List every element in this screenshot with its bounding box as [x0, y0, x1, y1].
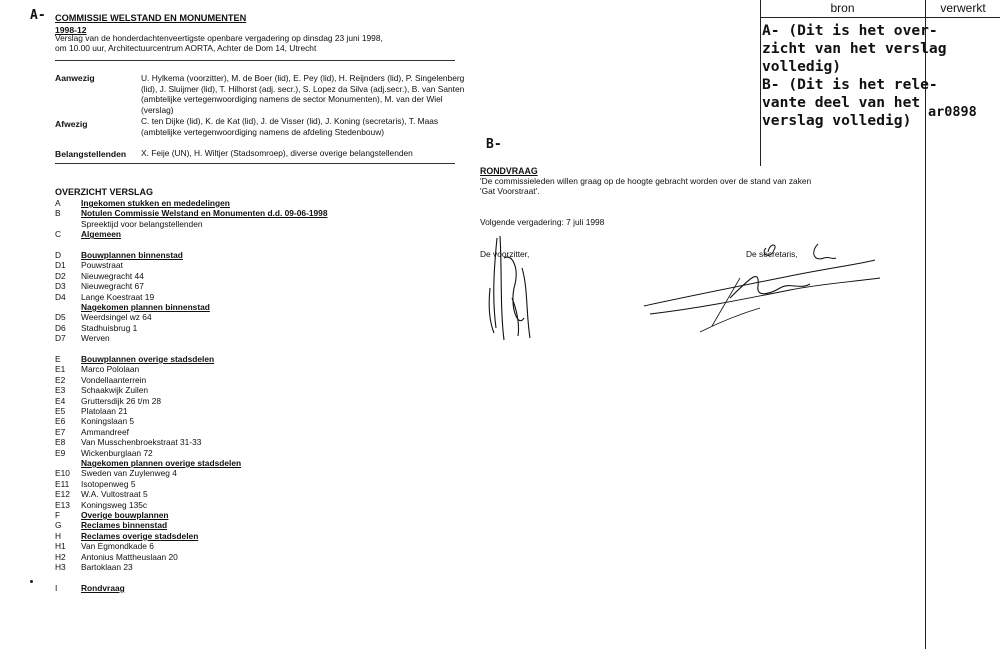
overview-item-code: E4 — [55, 395, 66, 406]
overview-item-code: D1 — [55, 260, 66, 271]
attendance-text: X. Feije (UN), H. Wiltjer (Stadsomroep), diverse overige belangstellenden — [141, 148, 413, 158]
intro-line-2: om 10.00 uur, Architectuurcentrum AORTA, Achter de Dom 14, Utrecht — [55, 43, 317, 53]
overview-item-title: Platolaan 21 — [81, 406, 128, 416]
overview-item-code: D — [55, 250, 62, 260]
overview-item-code: E — [55, 354, 61, 364]
rondvraag-heading: RONDVRAAG — [480, 166, 538, 176]
secretary-label: De secretaris, — [746, 249, 798, 259]
overview-item-code: A — [55, 198, 61, 208]
chair-signature — [482, 228, 542, 346]
overview-item-title: Bouwplannen overige stadsdelen — [81, 354, 215, 364]
overview-item-code: E5 — [55, 406, 66, 416]
overview-item-code: D3 — [55, 281, 66, 292]
overview-item-title: Koningsweg 135c — [81, 499, 148, 510]
overview-item-code: H2 — [55, 551, 66, 562]
overview-item-code: E13 — [55, 499, 70, 510]
overview-item-code: E11 — [55, 478, 70, 489]
page-marker-a: A- — [30, 8, 46, 23]
attendance-label: Belangstellenden — [55, 149, 127, 159]
overview-item-code: E6 — [55, 416, 66, 427]
attendance-label: Afwezig — [55, 119, 88, 129]
header-rule-top — [55, 60, 455, 61]
archive-reference: ar0898 — [928, 104, 977, 120]
overview-item-title: Koningslaan 5 — [81, 416, 135, 427]
overview-item-code: E9 — [55, 447, 66, 458]
overview-item-code: D5 — [55, 312, 66, 323]
overview-item-title: Pouwstraat — [81, 260, 123, 271]
overview-item-code: E3 — [55, 385, 66, 396]
page-speck — [30, 580, 33, 583]
overview-item-title: Vondellaanterrein — [81, 374, 147, 385]
overview-item-title: Stadhuisbrug 1 — [81, 322, 138, 333]
attendance-absent — [55, 116, 455, 148]
header-rule-bottom — [55, 163, 455, 164]
overview-item-title: Antonius Mattheuslaan 20 — [81, 551, 178, 562]
report-number: 1998-12 — [55, 25, 87, 35]
overview-item-title: Schaakwijk Zuilen — [81, 385, 149, 396]
overview-item-code: D2 — [55, 270, 66, 281]
overview-item-title: Nagekomen plannen overige stadsdelen — [81, 458, 242, 468]
overview-item-title: Spreektijd voor belangstellenden — [81, 218, 203, 229]
overview-item-code: H3 — [55, 562, 66, 572]
organisation-title: COMMISSIE WELSTAND EN MONUMENTEN — [55, 13, 247, 23]
overview-item-title: Notulen Commissie Welstand en Monumenten d.d. 09-06-1998 — [81, 208, 328, 219]
overview-item-title: Sweden van Zuylenweg 4 — [81, 468, 177, 479]
overview-item-title: Reclames overige stadsdelen — [81, 530, 199, 541]
overview-item-title: Ammandreef — [81, 426, 129, 437]
overview-item-title: Van Musschenbroekstraat 31-33 — [81, 437, 202, 448]
overview-item-title: Isotopenweg 5 — [81, 478, 136, 489]
overview-item-title: Bouwplannen binnenstad — [81, 250, 183, 260]
overview-item-title: W.A. Vultostraat 5 — [81, 489, 148, 500]
note-b: B- (Dit is het rele- vante deel van het verslag volledig) — [762, 76, 938, 129]
overview-item-code: D4 — [55, 291, 66, 302]
rondvraag-line-1: 'De commissieleden willen graag op de hoogte gebracht worden over de stand van zaken — [480, 176, 812, 186]
attendance-guests — [55, 148, 455, 162]
overview-item-title: Gruttersdijk 26 t/m 28 — [81, 395, 162, 406]
overview-item-title: Van Egmondkade 6 — [81, 541, 154, 552]
chair-label: De voorzitter, — [480, 249, 530, 259]
bron-column-header: bron — [830, 1, 855, 15]
overview-item-title: Weerdsingel wz 64 — [81, 312, 152, 323]
overview-item-code: E7 — [55, 426, 66, 437]
overview-item-code: E1 — [55, 364, 66, 375]
overview-item-code: D6 — [55, 322, 66, 333]
overview-item-title: Nieuwegracht 44 — [81, 270, 144, 281]
overview-item-code: E2 — [55, 374, 66, 385]
overview-item-code: I — [55, 582, 58, 593]
overview-item-code: G — [55, 520, 62, 531]
overview-item-title: Algemeen — [81, 229, 122, 240]
overview-item-title: Rondvraag — [81, 582, 125, 593]
overview-item-title: Reclames binnenstad — [81, 520, 168, 531]
overview-heading: OVERZICHT VERSLAG — [55, 187, 154, 197]
overview-item-code: H — [55, 530, 62, 541]
overview-item-code: F — [55, 510, 61, 520]
overview-item-title: Overige bouwplannen — [81, 510, 169, 520]
overview-item-title: Ingekomen stukken en mededelingen — [81, 198, 230, 208]
overview-item-code: B — [55, 208, 61, 219]
bron-column-left-border — [760, 0, 761, 166]
overview-item-title: Werven — [81, 333, 110, 344]
page-marker-b: B- — [486, 137, 502, 152]
header-divider — [760, 17, 1000, 18]
attendance-text: U. Hylkema (voorzitter), M. de Boer (lid), E. Pey (lid), H. Reijnders (lid), P. Singelenberg (lid), J. Sluijmer (lid), T. Hilhorst (adj. secr.), S. Lopez da Silva (adj.secr.), B. van Santen (ambtelijke vertegenwoordiging namens de sector Monumenten), M. van der Wiel (verslag) — [141, 73, 465, 115]
attendance-label: Aanwezig — [55, 73, 95, 83]
next-meeting: Volgende vergadering: 7 juli 1998 — [480, 217, 605, 227]
overview-item-title: Bartoklaan 23 — [81, 562, 133, 572]
overview-item-code: E8 — [55, 437, 66, 448]
overview-item-code: C — [55, 229, 62, 240]
intro-line-1: Verslag van de honderdachtenveertigste openbare vergadering op dinsdag 23 juni 1998, — [55, 33, 383, 43]
overview-item-code: D7 — [55, 333, 66, 344]
overview-item-title: Lange Koestraat 19 — [81, 291, 155, 302]
overview-item-code: E10 — [55, 468, 70, 479]
overview-item-code: E12 — [55, 489, 70, 500]
secretary-signature — [640, 238, 890, 338]
verwerkt-column-header: verwerkt — [940, 1, 986, 15]
overview-item-title: Nieuwegracht 67 — [81, 281, 144, 292]
rondvraag-line-2: 'Gat Voorstraat'. — [480, 186, 540, 196]
overview-item-title: Nagekomen plannen binnenstad — [81, 302, 210, 312]
overview-item-title: Wickenburglaan 72 — [81, 447, 153, 458]
overview-item-title: Marco Pololaan — [81, 364, 140, 375]
attendance-text: C. ten Dijke (lid), K. de Kat (lid), J. de Visser (lid), J. Koning (secretaris), T. Maas (ambtelijke vertegenwoordiging namens de afdeling Stedenbouw) — [141, 116, 439, 137]
overview-item-code: H1 — [55, 541, 66, 552]
note-a: A- (Dit is het over- zicht van het verslag volledig) — [762, 22, 947, 75]
